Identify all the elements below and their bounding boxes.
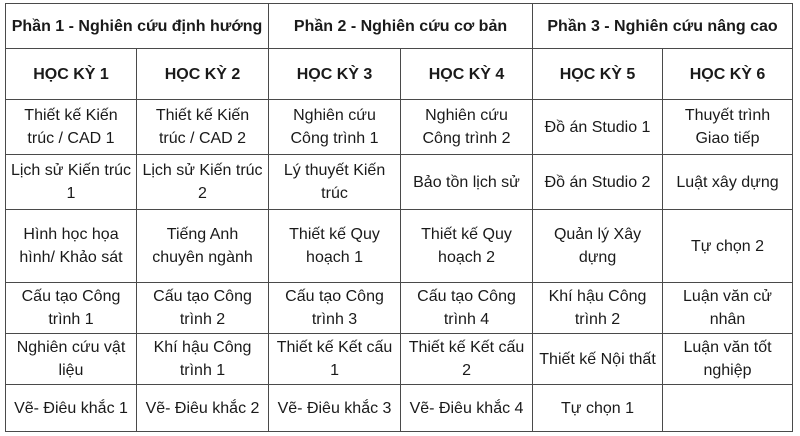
table-row	[6, 155, 793, 210]
table-row	[6, 210, 793, 283]
course-cell: Cấu tạo Công trình 1	[6, 283, 137, 334]
course-cell: Luận văn tốt nghiệp	[663, 334, 793, 385]
course-cell: Thiết kế Nội thất	[533, 334, 663, 385]
course-cell: Quản lý Xây dựng	[533, 210, 663, 283]
curriculum-table	[5, 3, 793, 432]
course-cell: Tiếng Anh chuyên ngành	[137, 210, 269, 283]
course-cell: Nghiên cứu vật liệu	[6, 334, 137, 385]
table-row	[6, 283, 793, 334]
phase-3-header: Phần 3 - Nghiên cứu nâng cao	[533, 4, 793, 49]
semester-header-row	[6, 49, 793, 100]
course-cell: Vẽ- Điêu khắc 2	[137, 385, 269, 432]
semester-1-header: HỌC KỲ 1	[6, 49, 137, 100]
course-cell: Cấu tạo Công trình 2	[137, 283, 269, 334]
course-cell: Đồ án Studio 2	[533, 155, 663, 210]
semester-3-header: HỌC KỲ 3	[269, 49, 401, 100]
course-cell: Hình học họa hình/ Khảo sát	[6, 210, 137, 283]
course-cell: Thiết kế Kết cấu 1	[269, 334, 401, 385]
course-cell: Lịch sử Kiến trúc 2	[137, 155, 269, 210]
phase-2-header: Phần 2 - Nghiên cứu cơ bản	[269, 4, 533, 49]
course-cell: Lịch sử Kiến trúc 1	[6, 155, 137, 210]
course-cell: Vẽ- Điêu khắc 4	[401, 385, 533, 432]
course-cell: Khí hậu Công trình 2	[533, 283, 663, 334]
course-cell: Đồ án Studio 1	[533, 100, 663, 155]
course-cell: Khí hậu Công trình 1	[137, 334, 269, 385]
course-cell: Tự chọn 2	[663, 210, 793, 283]
course-cell: Thiết kế Kết cấu 2	[401, 334, 533, 385]
table-row	[6, 100, 793, 155]
course-cell: Thiết kế Quy hoạch 1	[269, 210, 401, 283]
course-cell: Tự chọn 1	[533, 385, 663, 432]
course-cell: Vẽ- Điêu khắc 1	[6, 385, 137, 432]
course-cell: Thuyết trình Giao tiếp	[663, 100, 793, 155]
course-cell: Luật xây dựng	[663, 155, 793, 210]
table-row	[6, 334, 793, 385]
table-row	[6, 385, 793, 432]
empty-cell	[663, 385, 793, 432]
course-cell: Thiết kế Quy hoạch 2	[401, 210, 533, 283]
course-cell: Thiết kế Kiến trúc / CAD 2	[137, 100, 269, 155]
course-cell: Thiết kế Kiến trúc / CAD 1	[6, 100, 137, 155]
semester-5-header: HỌC KỲ 5	[533, 49, 663, 100]
course-cell: Lý thuyết Kiến trúc	[269, 155, 401, 210]
course-cell: Bảo tồn lịch sử	[401, 155, 533, 210]
course-cell: Vẽ- Điêu khắc 3	[269, 385, 401, 432]
course-cell: Cấu tạo Công trình 4	[401, 283, 533, 334]
course-cell: Luận văn cử nhân	[663, 283, 793, 334]
semester-6-header: HỌC KỲ 6	[663, 49, 793, 100]
course-cell: Nghiên cứu Công trình 1	[269, 100, 401, 155]
phase-header-row	[6, 4, 793, 49]
semester-2-header: HỌC KỲ 2	[137, 49, 269, 100]
course-cell: Nghiên cứu Công trình 2	[401, 100, 533, 155]
course-cell: Cấu tạo Công trình 3	[269, 283, 401, 334]
phase-1-header: Phần 1 - Nghiên cứu định hướng	[6, 4, 269, 49]
semester-4-header: HỌC KỲ 4	[401, 49, 533, 100]
